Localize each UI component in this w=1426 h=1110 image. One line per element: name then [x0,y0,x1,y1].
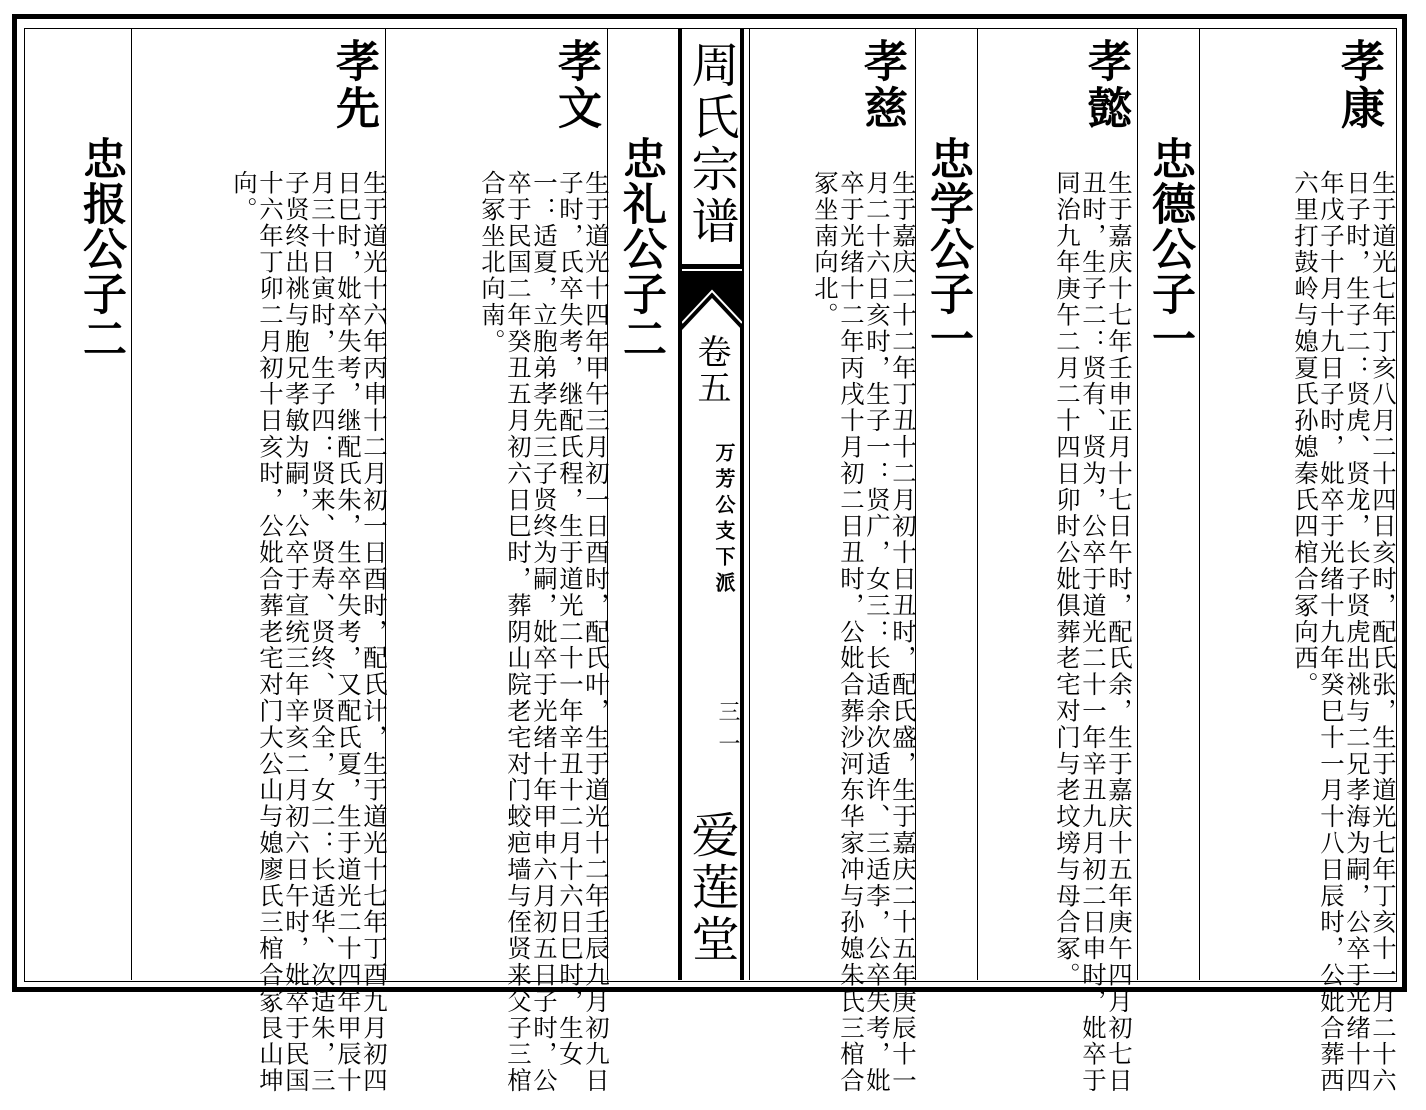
volume-label: 卷五 [691,334,731,406]
fishtail-ornament [682,264,742,330]
person-name-xiaoyi: 孝懿 [1080,38,1131,132]
center-spine-divider [740,29,744,980]
center-spine-divider [678,29,682,980]
person-name-xiaokang: 孝康 [1333,38,1384,132]
column-divider [1137,29,1138,980]
biography-text: 生于道光十六年丙申十二月初一日酉时，配氏计，生于道光十七年丁酉九月初四日巳时，妣卒失考，继配氏朱，生卒失考，又配氏夏，生于道光二十四年甲辰十月三十日寅时，生子四：贤来、贤寿、贤终、贤全，女二：长适华、次适朱，三子贤终出祧与胞兄孝敏为嗣，公卒于宣统三年辛亥二月初六日午时，妣卒于民国十六年丁卯二月初十日亥时，公妣合葬老宅对门大公山与媳廖氏三棺合冢艮山坤向。 [229,170,388,1094]
son-heading: 忠报公子二 [75,136,126,361]
person-name-xiaowen: 孝文 [550,38,601,132]
biography-text: 生于嘉庆二十二年丁丑十二月初十日丑时，配氏盛，生于嘉庆二十五年庚辰十一月二十六日亥时，生子一：贤广，女三：长适余次适许、三适李，公卒失考，妣卒于光绪十二年丙戌十月初二日丑时，公妣合葬沙河东华家冲与孙媳朱氏三棺合冢坐南向北。 [810,170,917,1094]
column-divider [749,29,750,980]
column-divider [131,29,132,980]
biography-text: 生于道光十四年甲午三月初一日酉时，配氏叶，生于道光十二年壬辰九月初九日子时，氏卒失考，继配氏程，生于道光二十一年辛丑十二月十六日巳时，生女一：适夏，立胞弟孝先三子贤终为嗣，妣卒于光绪十年甲申六月初五日子时，公卒于民国二年癸丑五月初六日巳时，葬阴山院老宅对门蛟疤墙与侄贤来父子三棺合冢坐北向南。 [477,170,610,1094]
column-divider [1199,29,1200,980]
biography-text: 生于道光七年丁亥八月二十四日亥时，配氏张，生于道光七年丁亥十一月二十六日子时，生子二：贤虎、贤龙，长子贤虎出祧与二兄孝海为嗣，公卒于光绪十四年戊子十月十九日子时，妣卒于光绪十九年癸巳十一月十八日辰时，公妣合葬西六里打鼓岭与媳夏氏孙媳秦氏四棺合冢向西。 [1290,170,1397,1094]
son-heading: 忠礼公子二 [615,136,666,361]
page-number: 三一 [715,700,740,764]
person-name-xiaoci: 孝慈 [856,38,907,132]
branch-label: 万芳公支下派 [712,442,736,598]
genealogy-title: 周氏宗谱 [683,40,739,248]
person-name-xiaoxian: 孝先 [328,38,379,132]
column-divider [977,29,978,980]
son-heading: 忠德公子一 [1144,136,1195,361]
son-heading: 忠学公子一 [922,136,973,361]
hall-name: 爱莲堂 [683,810,739,966]
biography-text: 生于嘉庆十七年壬申正月十七日午时，配氏余，生于嘉庆十五年庚午四月初七日丑时，生子二：贤有、贤为，公卒于道光二十一年辛丑九月初二日申时，妣卒于同治九年庚午二月二十四日卯时公妣俱葬老宅对门与老坟塝与母合冢。 [1052,170,1133,1094]
